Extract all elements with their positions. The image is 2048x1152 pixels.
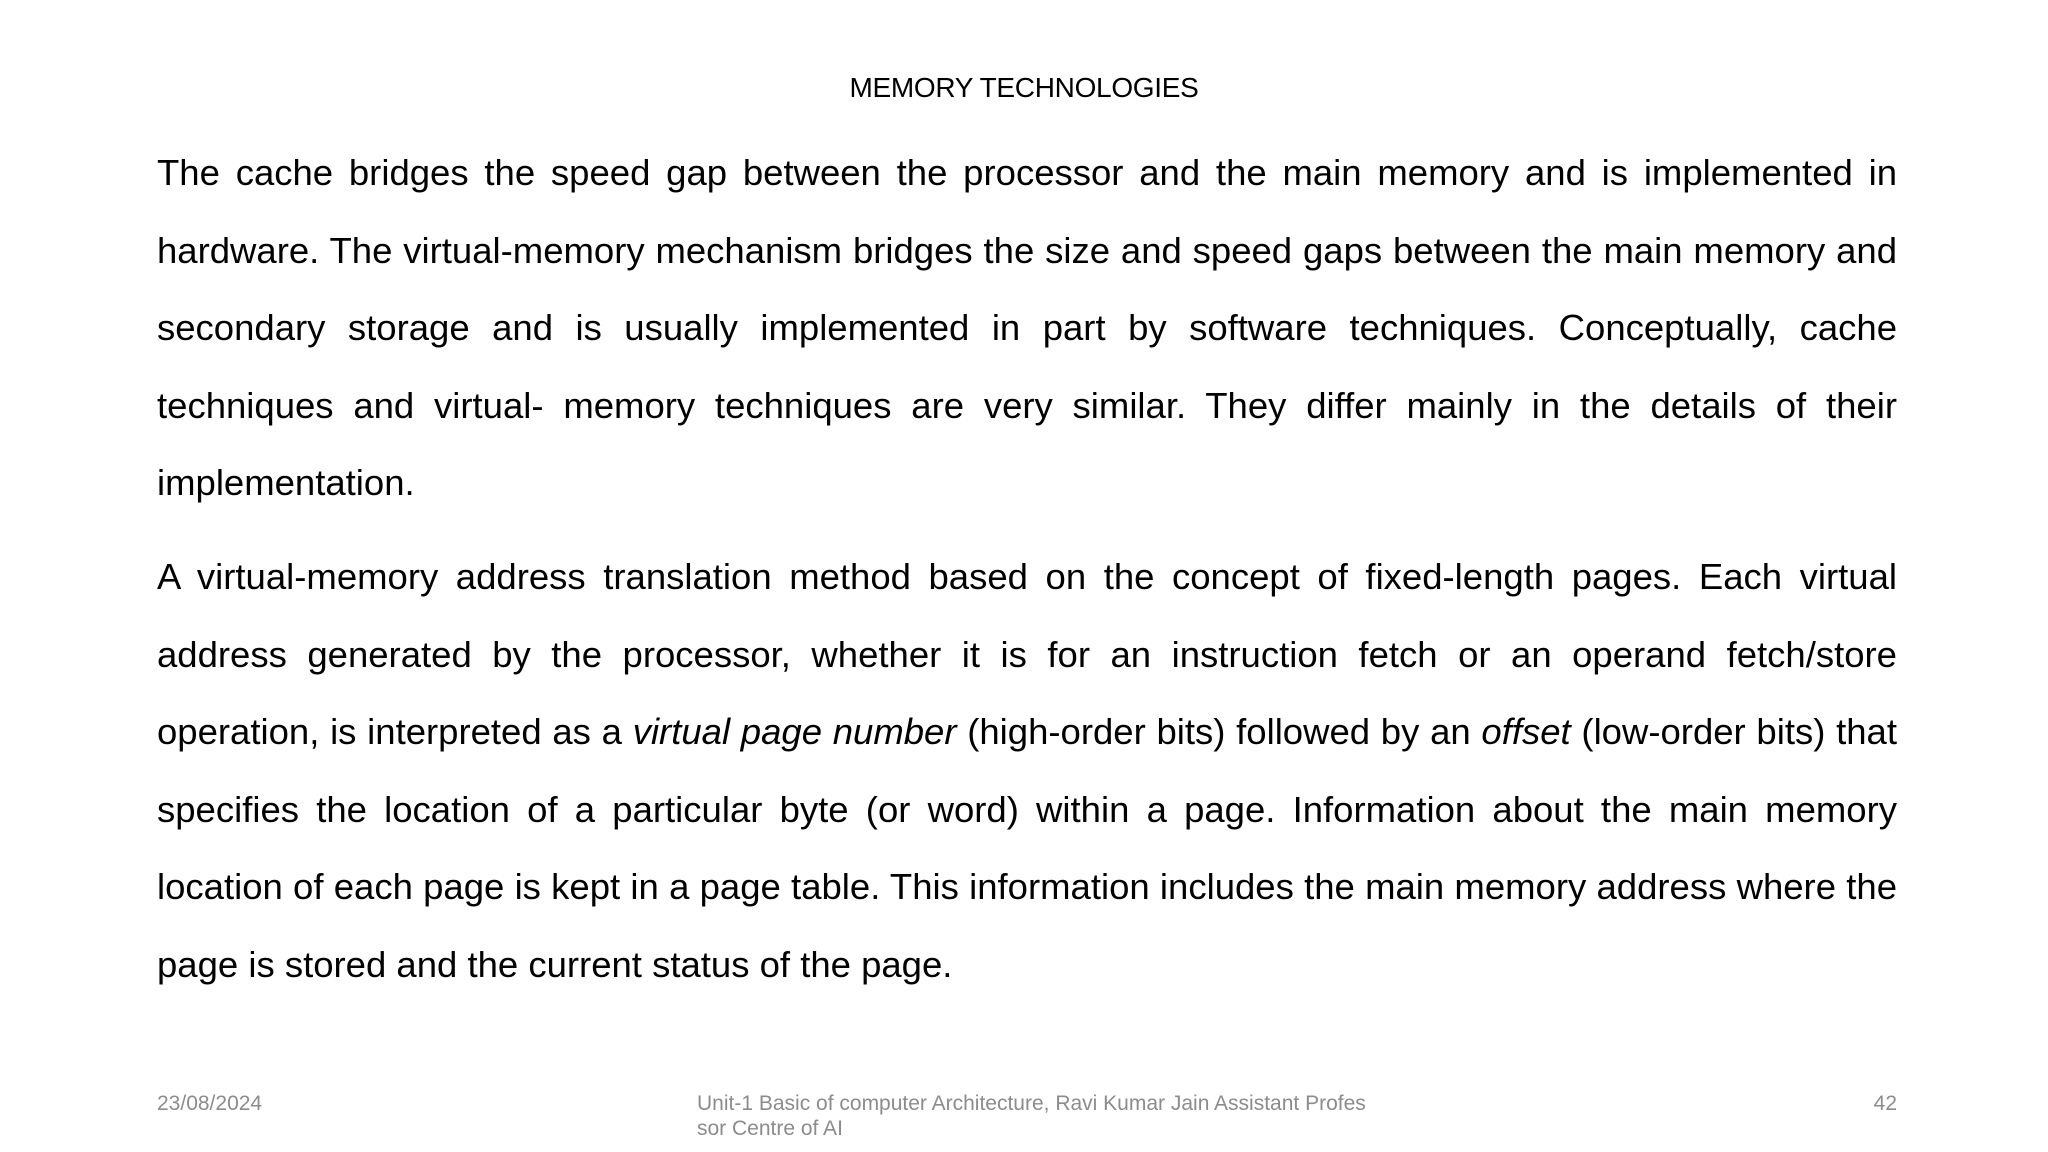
paragraph-virtual-memory-text bbox=[157, 538, 1897, 1003]
paragraph-virtual-memory bbox=[157, 538, 1897, 1003]
paragraph2-part3: (low-order bits) that specifies the location of a particular byte (or word) within a page. Information about the main memory location of each page is kept in a page table. This information includes the main memory address where the page is stored and the current status of the page. bbox=[157, 711, 1897, 985]
slide-title: MEMORY TECHNOLOGIES bbox=[849, 72, 1199, 103]
paragraph2-part1: A virtual-memory address translation method based on the concept of fixed-length pages. Each virtual address generated by the processor, whether it is for an instruction fetch or an operand fetch/store operation, is interpreted as a bbox=[157, 556, 1897, 752]
paragraph2-part2: (high-order bits) followed by an bbox=[956, 711, 1482, 752]
paragraph-cache-text: The cache bridges the speed gap between the processor and the main memory and is implemented in hardware. The virtual-memory mechanism bridges the size and speed gaps between the main memory and secondary storage and is usually implemented in part by software techniques. Conceptually, cache techniques and virtual- memory techniques are very similar. They differ mainly in the details of their implementation. bbox=[157, 152, 1897, 503]
footer-page-number: 42 bbox=[1873, 1092, 1897, 1115]
paragraph-cache bbox=[157, 134, 1897, 522]
footer-center-text: Unit-1 Basic of computer Architecture, Ravi Kumar Jain Assistant Professor Centre of AI bbox=[697, 1092, 1366, 1140]
term-offset: offset bbox=[1481, 711, 1571, 752]
footer-date: 23/08/2024 bbox=[157, 1092, 263, 1115]
term-virtual-page-number: virtual page number bbox=[632, 711, 957, 752]
